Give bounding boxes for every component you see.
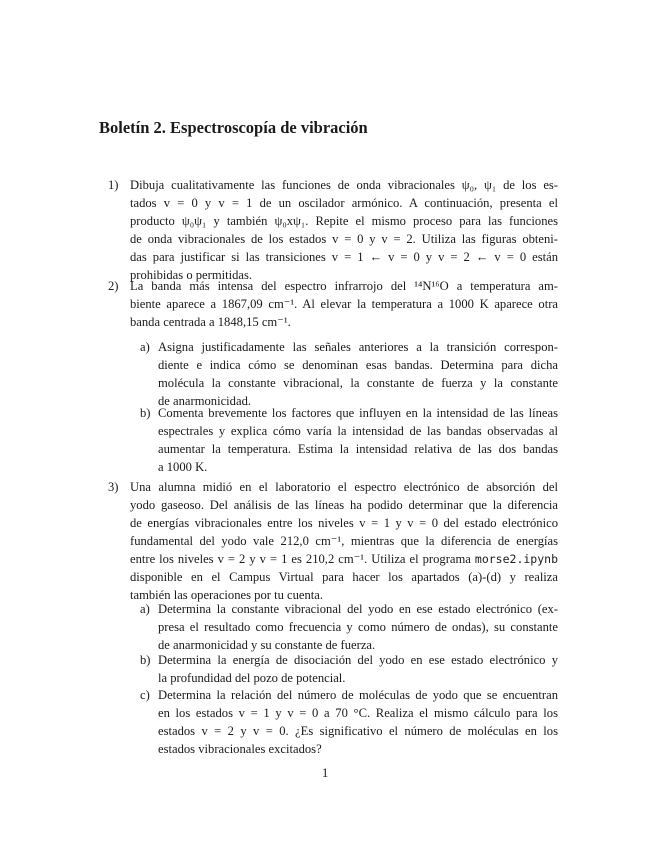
question-3a [140,600,558,654]
text-line: aumentar la temperatura. Estima la intensidad relativa de las dos bandas [158,442,558,456]
text-line: La banda más intensa del espectro infrarrojo del ¹⁴N¹⁶O a temperatura am- [130,279,558,293]
question-3c [140,686,558,758]
question-number: 2) [108,279,119,293]
text-line: la profundidad del pozo de potencial. [158,671,346,685]
text-line [130,550,558,568]
text-line: yodo gaseoso. Del análisis de las líneas ha podido determinar que la diferencia [130,498,558,512]
text-line: prohibidas o permitidas. [130,268,253,282]
text-line: en los estados v = 1 y v = 0 a 70 °C. Realiza el mismo cálculo para los [158,706,558,720]
text-line: fundamental del yodo vale 212,0 cm⁻¹, mientras que la diferencia de energías [130,534,558,548]
text-line: Una alumna midió en el laboratorio el espectro electrónico de absorción del [130,480,558,494]
program-name: morse2.ipynb [474,552,558,566]
text-line: presa el resultado como frecuencia y como número de ondas), su constante [158,620,558,634]
text-line: molécula la constante vibracional, la constante de fuerza y la constante [158,376,558,390]
text-segment: entre los niveles v = 2 y v = 1 es 210,2 cm⁻¹. Utiliza el programa [130,552,475,566]
text-line: estados v = 2 y v = 0. ¿Es significativo el número de moléculas en los [158,724,558,738]
text-line: de anarmonicidad y su constante de fuerza. [158,638,376,652]
text-line: Dibuja cualitativamente las funciones de onda vibracionales ψ₀, ψ₁ de los es- [130,178,558,192]
text-line: espectrales y explica cómo varía la intensidad de las bandas observadas al [158,424,558,438]
question-3b [140,651,558,687]
text-line: biente aparece a 1867,09 cm⁻¹. Al elevar la temperatura a 1000 K aparece otra [130,297,558,311]
question-2a [140,338,558,410]
subquestion-letter: a) [140,340,150,354]
text-line: das para justificar si las transiciones v = 1 ← v = 0 y v = 2 ← v = 0 están [130,250,558,264]
text-line: Determina la relación del número de moléculas de yodo que se encuentran [158,688,558,702]
text-line: Comenta brevemente los factores que influyen en la intensidad de las líneas [158,406,558,420]
text-line: estados vibracionales excitados? [158,742,322,756]
question-2b [140,404,558,476]
text-line: de energías vibracionales entre los niveles v = 1 y v = 0 del estado electrónico [130,516,558,530]
text-line: a 1000 K. [158,460,208,474]
text-line: Determina la constante vibracional del yodo en ese estado electrónico (ex- [158,602,558,616]
text-line: diente e indica cómo se denominan esas bandas. Determina para dicha [158,358,558,372]
text-line: Determina la energía de disociación del yodo en ese estado electrónico y [158,653,558,667]
page-number: 1 [322,766,329,780]
text-line: banda centrada a 1848,15 cm⁻¹. [130,315,291,329]
text-line: de anarmonicidad. [158,394,252,408]
question-3 [108,478,558,604]
text-line: también las operaciones por tu cuenta. [130,588,324,602]
text-line: Asigna justificadamente las señales anteriores a la transición correspon- [158,340,558,354]
question-1 [108,176,558,284]
text-line: de onda vibracionales de los estados v = 0 y v = 2. Utiliza las figuras obteni- [130,232,558,246]
question-number: 1) [108,178,119,192]
subquestion-letter: c) [140,688,150,702]
subquestion-letter: b) [140,653,151,667]
subquestion-letter: b) [140,406,151,420]
text-line: tados v = 0 y v = 1 de un oscilador armónico. A continuación, presenta el [130,196,558,210]
subquestion-letter: a) [140,602,150,616]
text-line: producto ψ₀ψ₁ y también ψ₀xψ₁. Repite el mismo proceso para las funciones [130,214,558,228]
page-title: Boletín 2. Espectroscopía de vibración [99,118,368,137]
question-number: 3) [108,480,119,494]
text-line: disponible en el Campus Virtual para hacer los apartados (a)-(d) y realiza [130,570,558,584]
question-2 [108,277,558,331]
